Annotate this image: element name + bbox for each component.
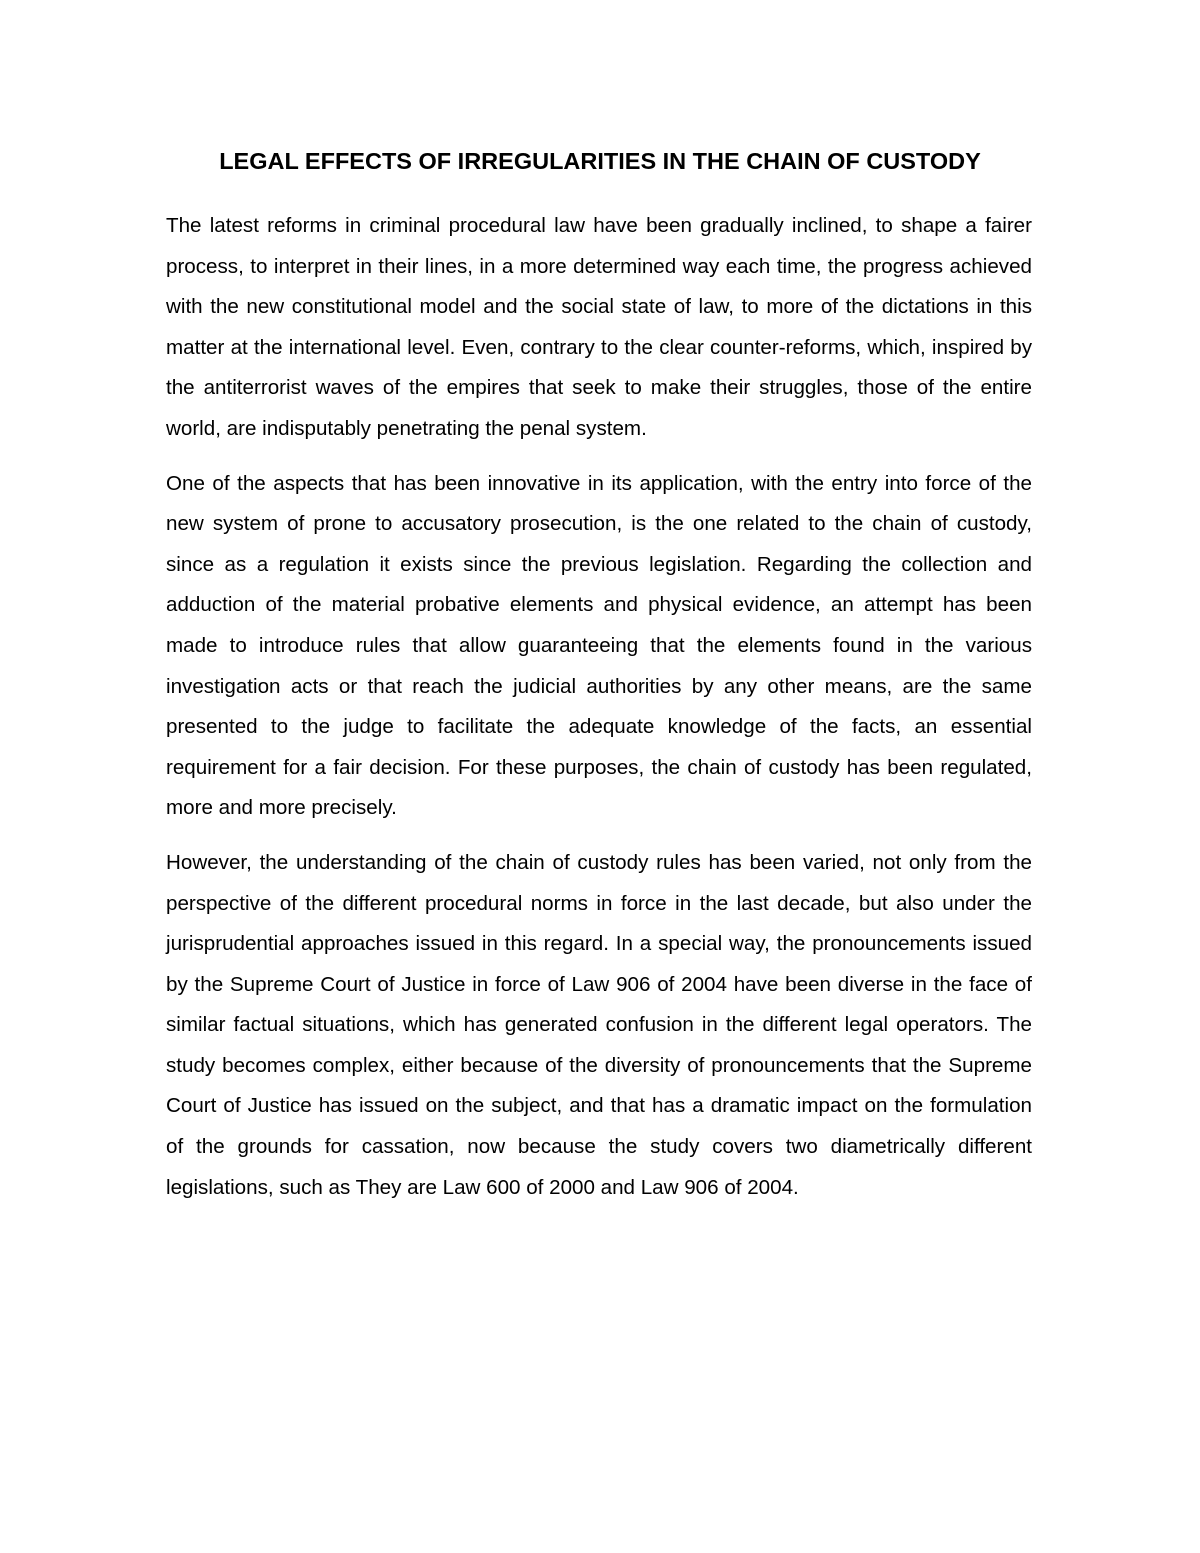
paragraph-2: One of the aspects that has been innovative in its application, with the entry into force of the new system of prone to accusatory prosecution, is the one related to the chain of custody, since as a regulation it exists since the previous legislation. Regarding the collection and adduction of the material probative elements and physical evidence, an attempt has been made to introduce rules that allow guaranteeing that the elements found in the various investigation acts or that reach the judicial authorities by any other means, are the same presented to the judge to facilitate the adequate knowledge of the facts, an essential requirement for a fair decision. For these purposes, the chain of custody has been regulated, more and more precisely.	[166, 471, 1032, 820]
paragraph-1: The latest reforms in criminal procedural law have been gradually inclined, to shape a fairer process, to interpret in their lines, in a more determined way each time, the progress achieved with the new constitutional model and the social state of law, to more of the dictations in this matter at the international level. Even, contrary to the clear counter-reforms, which, inspired by the antiterrorist waves of the empires that seek to make their struggles, those of the entire world, are indisputably penetrating the penal system.	[166, 214, 1032, 440]
paragraph-3: However, the understanding of the chain of custody rules has been varied, not only from the perspective of the different procedural norms in force in the last decade, but also under the jurisprudential approaches issued in this regard. In a special way, the pronouncements issued by the Supreme Court of Justice in force of Law 906 of 2004 have been diverse in the face of similar factual situations, which has generated confusion in the different legal operators. The study becomes complex, either because of the diversity of pronouncements that the Supreme Court of Justice has issued on the subject, and that has a dramatic impact on the formulation of the grounds for cassation, now because the study covers two diametrically different legislations, such as They are Law 600 of 2000 and Law 906 of 2004.	[166, 850, 1032, 1199]
document-title: LEGAL EFFECTS OF IRREGULARITIES IN THE CHAIN OF CUSTODY	[219, 148, 981, 174]
document-body	[166, 206, 1032, 1222]
